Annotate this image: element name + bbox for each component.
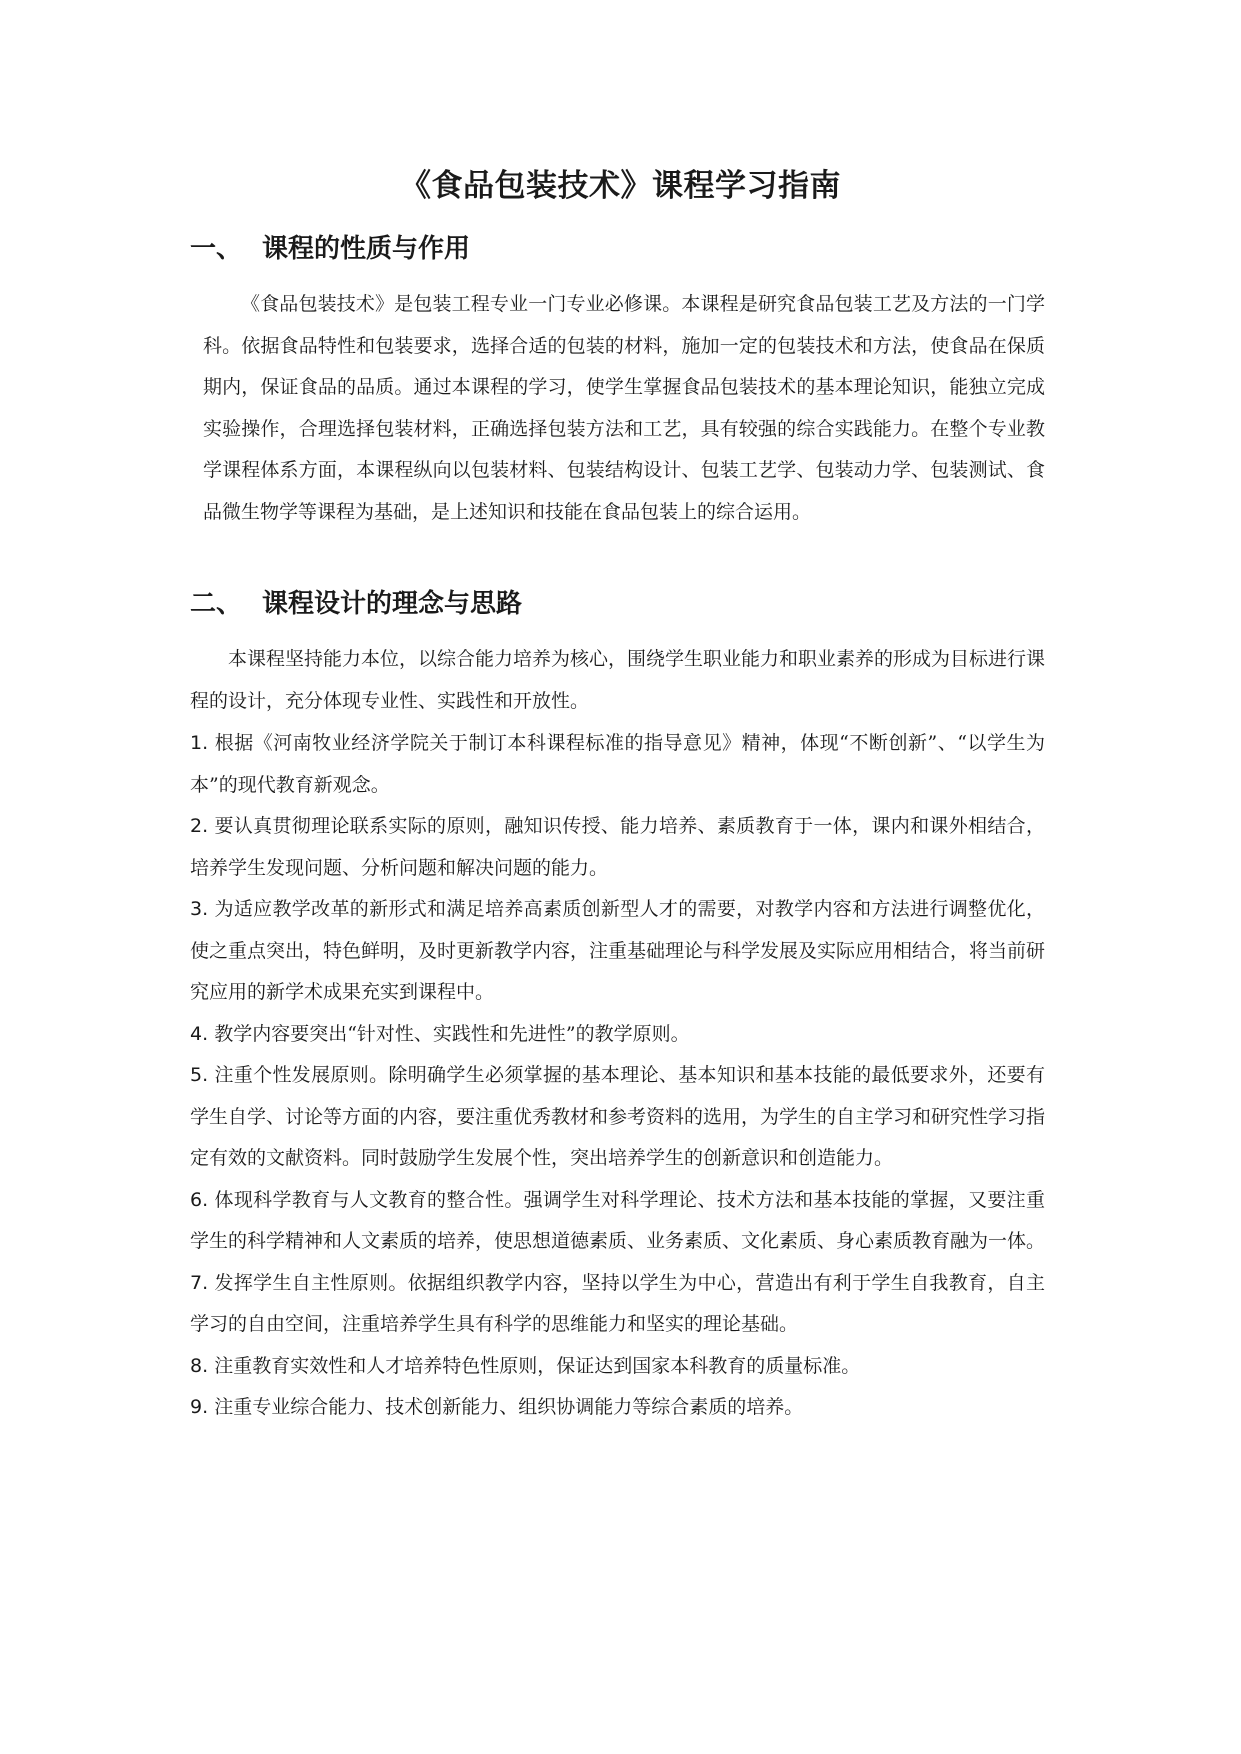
list-item-number: 3.	[190, 898, 209, 920]
list-item-number: 5.	[190, 1064, 209, 1086]
section-number: 二、	[190, 589, 243, 619]
list-item-text: 教学内容要突出“针对性、实践性和先进性”的教学原则。	[214, 1022, 690, 1045]
list-item	[190, 1180, 1045, 1263]
section-title: 课程设计的理念与思路	[262, 589, 523, 619]
list-item-number: 8.	[190, 1354, 209, 1377]
list-item-number: 4.	[190, 1022, 209, 1045]
list-item	[190, 889, 1045, 1014]
section-title: 课程的性质与作用	[262, 234, 471, 264]
list-item	[190, 1055, 1045, 1180]
list-item	[190, 1346, 1045, 1388]
section-heading-design	[190, 583, 522, 620]
list-item-text: 发挥学生自主性原则。依据组织教学内容，坚持以学生为中心，营造出有利于学生自我教育，自主学习的自由空间，注重培养学生具有科学的思维能力和坚实的理论基础。	[190, 1271, 1045, 1335]
list-item-number: 1.	[190, 732, 209, 754]
list-item-text: 注重个性发展原则。除明确学生必须掌握的基本理论、基本知识和基本技能的最低要求外，还要有学生自学、讨论等方面的内容，要注重优秀教材和参考资料的选用，为学生的自主学习和研究性学习指定有效的文献资料。同时鼓励学生发展个性，突出培养学生的创新意识和创造能力。	[190, 1064, 1046, 1169]
list-item-text: 注重教育实效性和人才培养特色性原则，保证达到国家本科教育的质量标准。	[214, 1354, 861, 1377]
list-item	[190, 723, 1045, 806]
list-item-text: 为适应教学改革的新形式和满足培养高素质创新型人才的需要，对教学内容和方法进行调整优化，使之重点突出，特色鲜明，及时更新教学内容，注重基础理论与科学发展及实际应用相结合，将当前研究应用的新学术成果充实到课程中。	[190, 898, 1046, 1003]
list-item-number: 9.	[190, 1396, 209, 1418]
list-item	[190, 1263, 1045, 1346]
list-item-text: 注重专业综合能力、技术创新能力、组织协调能力等综合素质的培养。	[214, 1396, 804, 1418]
design-principles-list	[190, 723, 1045, 1429]
list-item-number: 7.	[190, 1271, 209, 1294]
section-heading-nature	[190, 228, 470, 265]
section-intro-design: 本课程坚持能力本位，以综合能力培养为核心，围绕学生职业能力和职业素养的形成为目标进行课程的设计，充分体现专业性、实践性和开放性。	[190, 648, 1046, 712]
list-item-number: 2.	[190, 815, 209, 837]
list-item-number: 6.	[190, 1188, 209, 1211]
list-item-text: 根据《河南牧业经济学院关于制订本科课程标准的指导意见》精神，体现“不断创新”、“以学生为本”的现代教育新观念。	[190, 732, 1045, 796]
list-item-text: 要认真贯彻理论联系实际的原则，融知识传授、能力培养、素质教育于一体，课内和课外相结合，培养学生发现问题、分析问题和解决问题的能力。	[190, 815, 1045, 879]
section-paragraph-nature: 《食品包装技术》是包装工程专业一门专业必修课。本课程是研究食品包装工艺及方法的一门学科。依据食品特性和包装要求，选择合适的包装的材料，施加一定的包装技术和方法，使食品在保质期内，保证食品的品质。通过本课程的学习，使学生掌握食品包装技术的基本理论知识，能独立完成实验操作，合理选择包装材料，正确选择包装方法和工艺，具有较强的综合实践能力。在整个专业教学课程体系方面，本课程纵向以包装材料、包装结构设计、包装工艺学、包装动力学、包装测试、食品微生物学等课程为基础，是上述知识和技能在食品包装上的综合运用。	[203, 293, 1045, 523]
list-item	[190, 1014, 1045, 1056]
document-title: 《食品包装技术》课程学习指南	[400, 168, 841, 204]
list-item-text: 体现科学教育与人文教育的整合性。强调学生对科学理论、技术方法和基本技能的掌握，又要注重学生的科学精神和人文素质的培养，使思想道德素质、业务素质、文化素质、身心素质教育融为一体。	[190, 1188, 1046, 1252]
section-number: 一、	[190, 234, 243, 264]
list-item	[190, 806, 1045, 889]
list-item	[190, 1387, 1045, 1429]
